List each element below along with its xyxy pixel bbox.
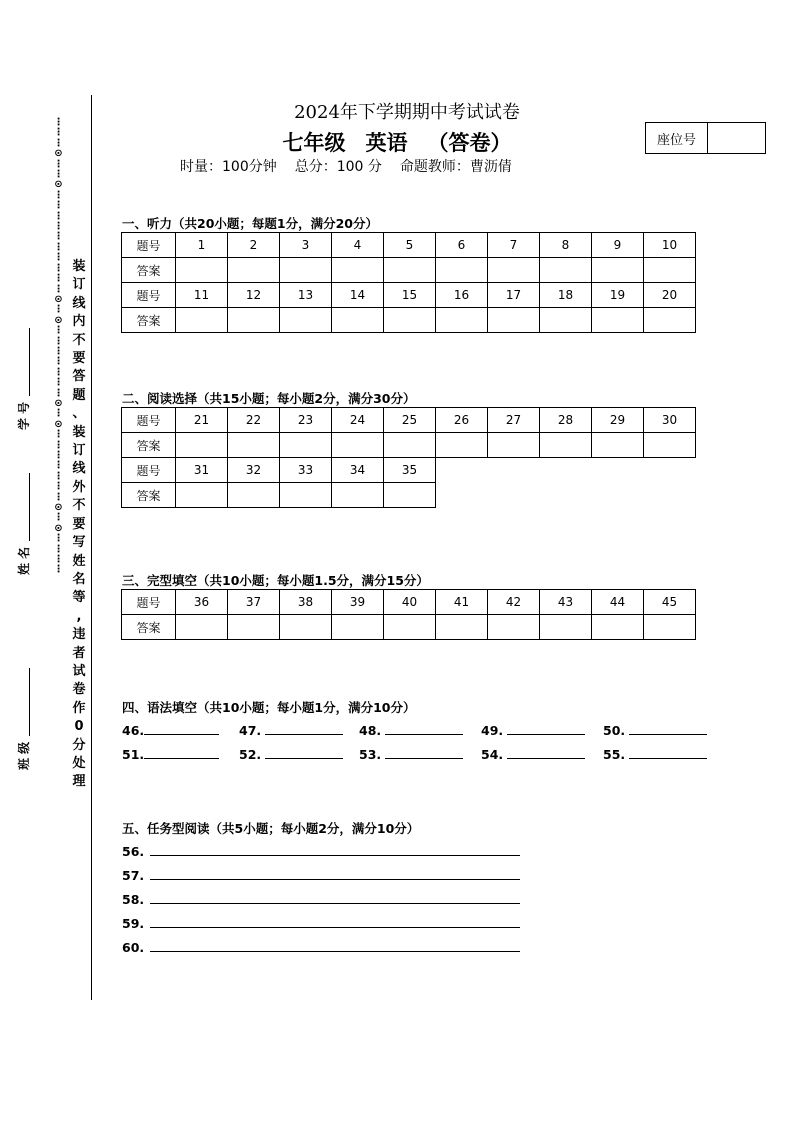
question-no: 45 [644,590,696,615]
question-no: 11 [176,283,228,308]
question-no: 26 [436,408,488,433]
notice-char: 名 [72,571,86,587]
answer-blank[interactable]: 54. [481,747,591,762]
question-no: 44 [592,590,644,615]
question-no: 42 [488,590,540,615]
question-no: 13 [280,283,332,308]
answer-cell[interactable] [384,615,436,640]
notice-char: 订 [72,277,86,293]
answer-cell[interactable] [436,433,488,458]
question-no: 25 [384,408,436,433]
answer-cell[interactable] [540,308,592,333]
question-no: 4 [332,233,384,258]
answer-cell[interactable] [176,258,228,283]
question-no: 8 [540,233,592,258]
name-label: 姓 名 [17,546,31,575]
name-field[interactable] [15,445,35,575]
answer-cell[interactable] [332,433,384,458]
question-no: 21 [176,408,228,433]
notice-char: 违 [72,627,86,643]
exam-meta [180,156,530,176]
answer-cell[interactable] [644,308,696,333]
question-no: 5 [384,233,436,258]
notice-char: 外 [72,479,86,495]
answer-cell[interactable] [280,258,332,283]
question-no: 30 [644,408,696,433]
answer-cell[interactable] [644,433,696,458]
question-no: 37 [228,590,280,615]
teacher-label: 命题教师：曹沥倩 [399,159,512,175]
answer-cell[interactable] [332,308,384,333]
question-no: 12 [228,283,280,308]
answer-cell[interactable] [592,258,644,283]
table-row [122,308,696,333]
question-no: 18 [540,283,592,308]
question-no: 27 [488,408,540,433]
answer-cell[interactable] [228,433,280,458]
answer-cell[interactable] [176,308,228,333]
notice-char: 理 [72,774,86,790]
table-row [122,408,696,433]
answer-line[interactable]: 58. [122,892,520,907]
question-no: 17 [488,283,540,308]
notice-char: 装 [72,259,86,274]
answer-cell[interactable] [228,483,280,508]
notice-char: 内 [72,314,86,330]
total-label: 总分：100 分 [294,159,382,175]
answer-blank[interactable]: 52. [239,747,347,762]
answer-cell[interactable] [540,258,592,283]
notice-char: 题 [72,387,86,403]
answer-blank[interactable]: 47. [239,723,347,738]
notice-char: 要 [72,516,86,532]
answer-cell[interactable] [488,308,540,333]
answer-blank[interactable]: 51. [122,747,227,762]
row-label: 答案 [122,615,176,640]
question-no: 32 [228,458,280,483]
answer-cell[interactable] [228,308,280,333]
question-no: 43 [540,590,592,615]
table-row [122,233,696,258]
seat-number-box[interactable] [645,122,766,154]
grammar-row [122,723,708,738]
question-no: 9 [592,233,644,258]
answer-blank[interactable]: 55. [603,747,708,762]
answer-cell[interactable] [280,433,332,458]
question-no: 33 [280,458,332,483]
notice-char: 卷 [72,682,86,698]
question-no: 23 [280,408,332,433]
row-label: 题号 [122,408,176,433]
notice-char: 、 [72,406,86,422]
binding-line [91,95,92,1000]
listening-table [121,232,696,333]
notice-char: 等 [72,590,86,606]
table-row [122,433,696,458]
notice-char: 分 [72,737,86,753]
notice-char: 订 [72,443,86,459]
answer-cell[interactable] [332,483,384,508]
answer-cell[interactable] [436,258,488,283]
answer-cell[interactable] [488,433,540,458]
notice-char: 写 [72,535,86,551]
time-label: 时量：100分钟 [180,159,277,175]
question-no: 40 [384,590,436,615]
answer-cell[interactable] [384,308,436,333]
answer-blank[interactable]: 53. [359,747,469,762]
answer-cell[interactable] [176,433,228,458]
answer-cell[interactable] [644,258,696,283]
notice-char: 线 [72,461,86,477]
answer-blank[interactable]: 49. [481,723,591,738]
answer-cell[interactable] [592,615,644,640]
table-row [122,458,696,483]
row-label: 答案 [122,258,176,283]
question-no: 15 [384,283,436,308]
question-no: 14 [332,283,384,308]
row-label: 答案 [122,483,176,508]
task-title: 五、任务型阅读（共5小题；每小题2分，满分10分） [122,821,420,836]
answer-cell[interactable] [280,615,332,640]
question-no: 10 [644,233,696,258]
question-no: 31 [176,458,228,483]
notice-char: 线 [72,295,86,311]
student-no-field[interactable] [15,300,35,430]
table-row [122,283,696,308]
student-no-label: 学 号 [17,401,31,430]
cloze-table [121,589,696,640]
answer-cell[interactable] [384,483,436,508]
table-row [122,590,696,615]
row-label: 题号 [122,283,176,308]
class-field[interactable] [15,640,35,770]
binding-dots: ⋮ ⋮ ⋮ ⊙ ⋮ ⋮ ⊙ ⋮ ⋮ ⋮ ⋮ ⋮ ⋮ ⋮ ⋮ ⋮ ⋮ ⊙ ⋮ ⊙ ⋮ ⋮ ⋮ ⋮ ⋮ ⋮ ⋮ ⊙ ⋮ ⊙ ⋮ ⋮ ⋮ ⋮ ⋮ ⋮ ⋮ ⊙ ⋮ ⊙ ⋮ ⋮ ⋮ ⋮ [53,117,63,576]
row-label: 答案 [122,308,176,333]
notice-char: 装 [72,424,86,440]
question-no: 36 [176,590,228,615]
answer-cell[interactable] [436,308,488,333]
seat-number-input[interactable] [708,123,765,153]
question-no: 35 [384,458,436,483]
answer-cell[interactable] [644,615,696,640]
class-label: 班 级 [17,741,31,770]
row-label: 题号 [122,590,176,615]
answer-cell[interactable] [488,615,540,640]
answer-cell[interactable] [436,615,488,640]
question-no: 3 [280,233,332,258]
notice-char: 作 [72,700,86,716]
question-no: 20 [644,283,696,308]
question-no: 38 [280,590,332,615]
reading-table [121,407,696,508]
reading-title: 二、阅读选择（共15小题；每小题2分，满分30分） [122,391,416,406]
notice-char: 答 [72,369,86,385]
sheet-type-label: （答卷） [427,131,512,155]
answer-cell[interactable] [228,615,280,640]
notice-char: 姓 [72,553,86,569]
notice-char: , [76,608,82,624]
question-no: 19 [592,283,644,308]
answer-cell[interactable] [540,615,592,640]
seat-number-label: 座位号 [646,123,708,153]
exam-title: 2024年下学期期中考试试卷 [294,102,520,123]
notice-char: 不 [72,498,86,514]
question-no: 39 [332,590,384,615]
answer-cell[interactable] [592,433,644,458]
answer-cell[interactable] [540,433,592,458]
answer-cell[interactable] [332,615,384,640]
answer-cell[interactable] [176,483,228,508]
answer-cell[interactable] [228,258,280,283]
answer-line[interactable]: 59. [122,916,520,931]
question-no: 2 [228,233,280,258]
answer-cell[interactable] [384,258,436,283]
question-no: 16 [436,283,488,308]
binding-notice [72,258,86,792]
table-row [122,615,696,640]
question-no: 24 [332,408,384,433]
notice-char: 0 [74,719,84,735]
question-no: 34 [332,458,384,483]
answer-line[interactable]: 56. [122,844,520,859]
answer-cell[interactable] [332,258,384,283]
answer-cell[interactable] [280,308,332,333]
question-no: 28 [540,408,592,433]
cloze-title: 三、完型填空（共10小题；每小题1.5分，满分15分） [122,573,429,588]
answer-blank[interactable]: 46. [122,723,227,738]
subject-label: 英语 [365,131,408,155]
listening-title: 一、听力（共20小题；每题1分，满分20分） [122,216,378,231]
question-no: 7 [488,233,540,258]
notice-char: 处 [72,755,86,771]
question-no: 1 [176,233,228,258]
answer-line[interactable]: 60. [122,940,520,955]
question-no: 29 [592,408,644,433]
answer-cell[interactable] [176,615,228,640]
answer-blank[interactable]: 48. [359,723,469,738]
grade-label: 七年级 [282,131,346,155]
grammar-title: 四、语法填空（共10小题；每小题1分，满分10分） [122,700,416,715]
notice-char: 要 [72,351,86,367]
row-label: 题号 [122,233,176,258]
question-no: 22 [228,408,280,433]
notice-char: 不 [72,332,86,348]
notice-char: 试 [72,663,86,679]
grammar-row [122,747,708,762]
question-no: 6 [436,233,488,258]
row-label: 题号 [122,458,176,483]
answer-blank[interactable]: 50. [603,723,708,738]
answer-cell[interactable] [384,433,436,458]
table-row [122,483,696,508]
answer-cell[interactable] [488,258,540,283]
table-row [122,258,696,283]
answer-line[interactable]: 57. [122,868,520,883]
row-label: 答案 [122,433,176,458]
answer-cell[interactable] [592,308,644,333]
answer-cell[interactable] [280,483,332,508]
question-no: 41 [436,590,488,615]
notice-char: 者 [72,645,86,661]
